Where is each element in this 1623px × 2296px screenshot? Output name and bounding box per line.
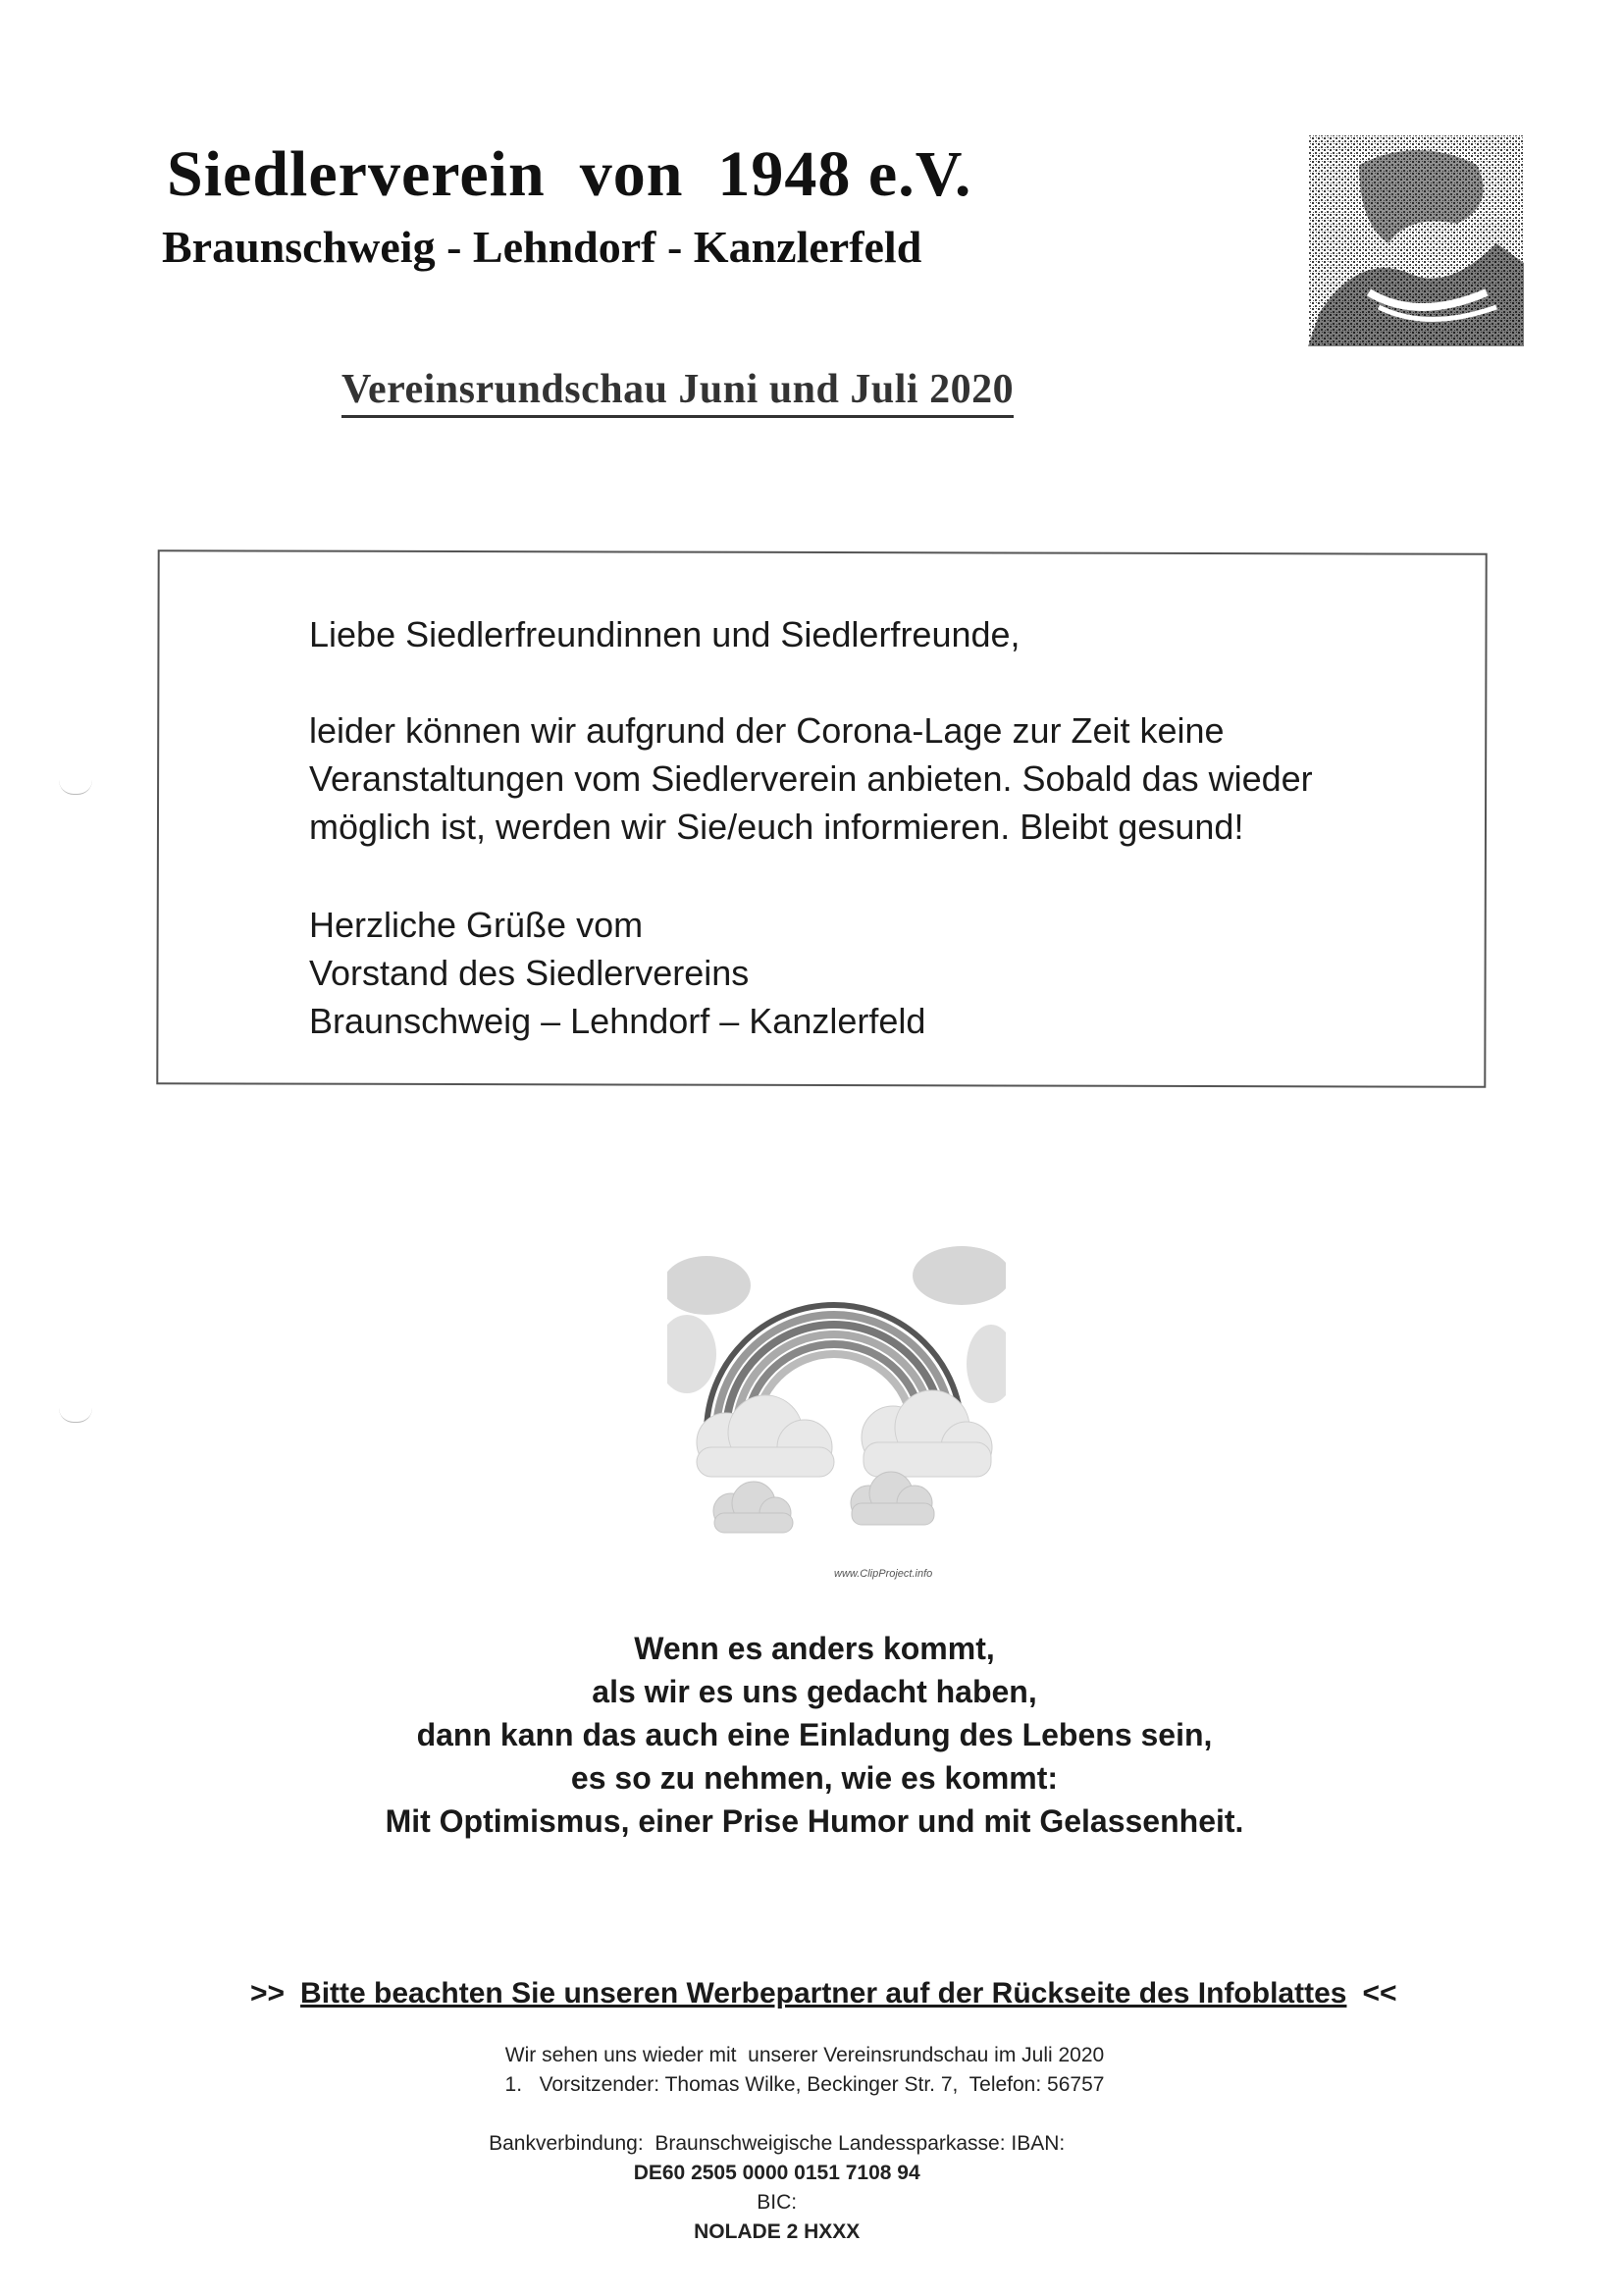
notice-greeting: Liebe Siedlerfreundinnen und Siedlerfreunde, — [309, 614, 1021, 654]
punch-hole-mark — [59, 1408, 92, 1423]
notice-body-line: möglich ist, werden wir Sie/euch informieren. Bleibt gesund! — [309, 807, 1244, 847]
ad-note — [250, 1977, 1397, 2010]
club-subtitle: Braunschweig - Lehndorf - Kanzlerfeld — [162, 222, 922, 272]
notice-body-line: Veranstaltungen vom Siedlerverein anbieten. Sobald das wieder — [309, 758, 1313, 799]
quote-block — [324, 1627, 1305, 1843]
bic-label: BIC: — [757, 2191, 798, 2214]
illustration-credit: www.ClipProject.info — [834, 1568, 933, 1580]
notice-body — [309, 706, 1313, 851]
footer-bank — [236, 2100, 1295, 2276]
notice-signoff — [309, 901, 925, 1045]
punch-hole-mark — [59, 780, 92, 795]
quote-line: als wir es uns gedacht haben, — [592, 1674, 1037, 1709]
settler-emblem-icon — [1300, 126, 1536, 361]
quote-line: dann kann das auch eine Einladung des Lebens sein, — [416, 1717, 1213, 1752]
footer-next-issue: Wir sehen uns wieder mit unserer Vereinsrundschau im Juli 2020 — [504, 2044, 1105, 2066]
notice-body-line: leider können wir aufgrund der Corona-Lage zur Zeit keine — [309, 710, 1225, 751]
ad-note-suffix: << — [1362, 1977, 1397, 2009]
footer — [314, 2041, 1295, 2276]
ad-note-text: Bitte beachten Sie unseren Werbepartner auf der Rückseite des Infoblattes — [300, 1977, 1347, 2009]
issue-title: Vereinsrundschau Juni und Juli 2020 — [341, 366, 1014, 418]
club-title: Siedlerverein von 1948 e.V. — [167, 138, 972, 210]
quote-line: Mit Optimismus, einer Prise Humor und mit Gelassenheit. — [385, 1803, 1244, 1839]
rainbow-clouds-icon — [667, 1246, 1006, 1585]
signoff-line: Herzliche Grüße vom — [309, 905, 644, 945]
bic-value: NOLADE 2 HXXX — [694, 2220, 861, 2243]
signoff-line: Braunschweig – Lehndorf – Kanzlerfeld — [309, 1001, 926, 1041]
ad-note-prefix: >> — [250, 1977, 286, 2009]
signoff-line: Vorstand des Siedlervereins — [309, 953, 750, 993]
quote-line: es so zu nehmen, wie es kommt: — [570, 1760, 1059, 1796]
bank-label: Bankverbindung: Braunschweigische Landessparkasse: IBAN: — [489, 2132, 1066, 2155]
iban-value: DE60 2505 0000 0151 7108 94 — [633, 2162, 920, 2184]
quote-line: Wenn es anders kommt, — [634, 1631, 995, 1666]
footer-chairman: 1. Vorsitzender: Thomas Wilke, Beckinger Str. 7, Telefon: 56757 — [504, 2073, 1105, 2096]
